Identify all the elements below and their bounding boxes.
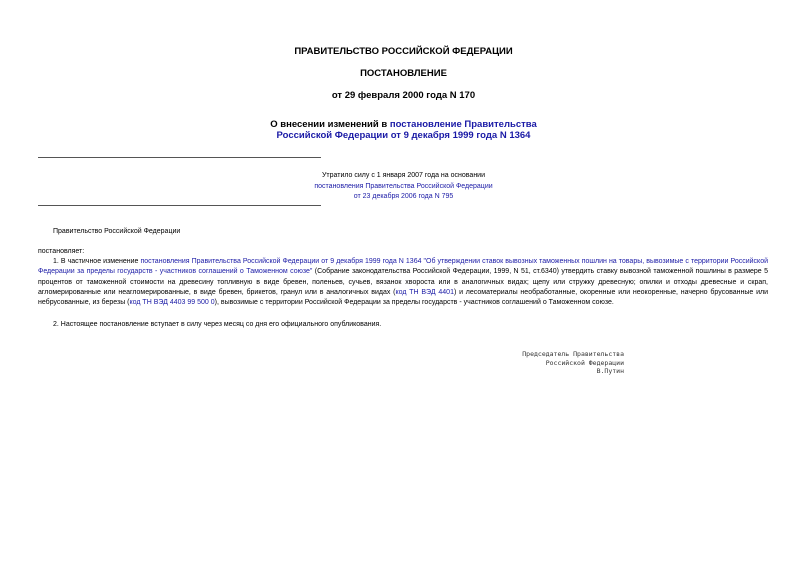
divider-bottom [38, 205, 321, 206]
p1-link-code-4403[interactable]: код ТН ВЭД 4403 99 500 0 [129, 299, 215, 307]
status-link-date[interactable]: от 23 декабря 2006 года N 795 [353, 193, 454, 200]
title-link-decree-date[interactable]: Российской Федерации от 9 декабря 1999 года N 1364 [276, 130, 531, 141]
issuer: Правительство Российской Федерации [53, 228, 181, 235]
divider-top [38, 157, 321, 158]
status-note [200, 171, 607, 203]
decrees-word: постановляет: [38, 248, 85, 255]
p1-text-a: 1. В частичное изменение [53, 258, 141, 265]
signature-name: В.Путин [596, 367, 624, 375]
status-link-decree[interactable]: постановления Правительства Российской Федерации [314, 182, 493, 190]
org-heading: ПРАВИТЕЛЬСТВО РОССИЙСКОЙ ФЕДЕРАЦИИ [294, 46, 513, 57]
p1-text-b: (Собрание законодательства Российской Федерации, 1999, N 51, ст.6340) утвердить ставку вывозной таможенной пошлины в размере 5 процентов от таможенной стоимости на древесину топливную в виде бревен, поленьев, сучьев, вязанок хвороста или в аналогичных видах; щепу или стружку древесную; опилки и отходы древесные и скрап, агломерированные или неагломерированные, в виде бревен, брикетов, гранул или в аналогичных видах ( [38, 268, 768, 296]
signature-block [420, 350, 624, 376]
paragraph-2: 2. Настоящее постановление вступает в силу через месяц со дня его официального опубликования. [53, 321, 382, 328]
doc-type-heading: ПОСТАНОВЛЕНИЕ [360, 68, 447, 79]
p1-text-d: ), вывозимые с территории Российской Федерации за пределы государств - участников соглашений о Таможенном союзе. [214, 299, 614, 307]
title-link-decree[interactable]: постановление Правительства [389, 119, 537, 130]
p1-link-decree-1364[interactable]: постановления Правительства Российской Федерации от 9 декабря 1999 года N 1364 "Об утверждении ставок вывозных таможенных пошлин на товары, вывозимые с территории Российской Федерации за пределы государств - участников соглашений о Таможенном союзе" [38, 258, 768, 276]
status-line: Утратило силу с 1 января 2007 года на основании [321, 172, 486, 179]
document-title [0, 119, 807, 141]
p1-text-c: ) и лесоматериалы необработанные, окоренные или неокоренные, начерно брусованные или небрусованные, из березы ( [38, 288, 768, 307]
signature-org: Российской Федерации [545, 358, 624, 367]
title-prefix: О внесении изменений в [270, 119, 390, 130]
signature-title: Председатель Правительства [522, 350, 624, 358]
p1-link-code-4401[interactable]: код ТН ВЭД 4401 [395, 288, 454, 296]
paragraph-1 [38, 257, 768, 308]
date-number: от 29 февраля 2000 года N 170 [331, 90, 476, 101]
